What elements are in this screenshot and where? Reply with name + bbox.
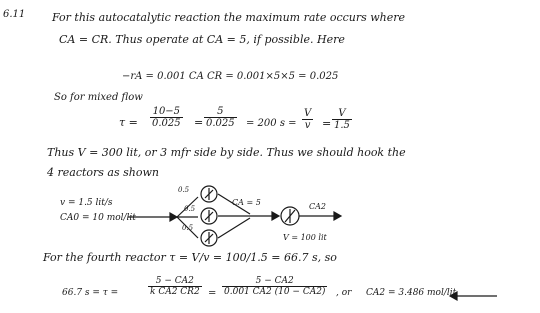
final-fraction-1 xyxy=(148,276,202,297)
v4-label: V = 100 lit xyxy=(283,233,327,242)
final-fraction-1-den: k CA2 CR2 xyxy=(150,287,200,297)
split-label-bot: 0.5 xyxy=(182,224,194,232)
tau-mid: = 200 s = xyxy=(246,118,297,129)
feed-concentration-label: CA0 = 10 mol/lit xyxy=(60,213,136,223)
intro-line-2: CA = CR. Thus operate at CA = 5, if possible. Here xyxy=(59,33,345,46)
tau-fraction-1-den: 0.025 xyxy=(152,118,181,129)
tau-fraction-4-den: 1.5 xyxy=(334,120,350,131)
final-fraction-2-num: 5 − CA2 xyxy=(222,276,327,287)
mixed-flow-label: So for mixed flow xyxy=(54,92,143,103)
split-label-mid: 0.5 xyxy=(184,205,196,213)
feed-arrowhead xyxy=(170,213,177,221)
ca-label: CA = 5 xyxy=(232,198,261,207)
tau-fraction-3-num: V xyxy=(304,108,312,119)
intro-line-1: For this autocatalytic reaction the maximum rate occurs where xyxy=(52,11,406,24)
final-equals: = xyxy=(208,288,217,299)
feed-flow-label: v = 1.5 lit/s xyxy=(60,198,113,208)
final-fraction-2 xyxy=(222,276,327,297)
tau-fraction-1-num: 10−5 xyxy=(150,106,183,118)
tau-lhs: τ = xyxy=(119,116,138,129)
tau-fraction-4-num: V xyxy=(332,108,352,120)
tau-fraction-2-den: 0.025 xyxy=(206,118,235,129)
final-fraction-1-num: 5 − CA2 xyxy=(148,276,202,287)
thus-line-1: Thus V = 300 lit, or 3 mfr side by side. Thus we should hook the xyxy=(47,146,406,159)
fourth-reactor-line: For the fourth reactor τ = V/v = 100/1.5 = 66.7 s, so xyxy=(43,251,337,264)
final-answer: CA2 = 3.486 mol/lit xyxy=(366,288,457,298)
tau-equals: = xyxy=(194,116,204,129)
final-fraction-2-den: 0.001 CA2 (10 − CA2) xyxy=(224,287,326,297)
final-or: , or xyxy=(336,288,352,298)
problem-number: 6.11 xyxy=(3,9,26,20)
tau-fraction-2-num: 5 xyxy=(204,106,237,118)
merge-line-bot xyxy=(218,218,250,238)
rate-equation: −rA = 0.001 CA CR = 0.001×5×5 = 0.025 xyxy=(122,71,339,82)
split-label-top: 0.5 xyxy=(178,186,190,194)
final-lhs: 66.7 s = τ = xyxy=(62,288,119,298)
thus-line-2: 4 reactors as shown xyxy=(47,166,159,179)
ca2-label: CA2 xyxy=(309,202,326,211)
tau-equals-2: = xyxy=(322,117,332,130)
tau-fraction-3-den: v xyxy=(304,120,311,131)
